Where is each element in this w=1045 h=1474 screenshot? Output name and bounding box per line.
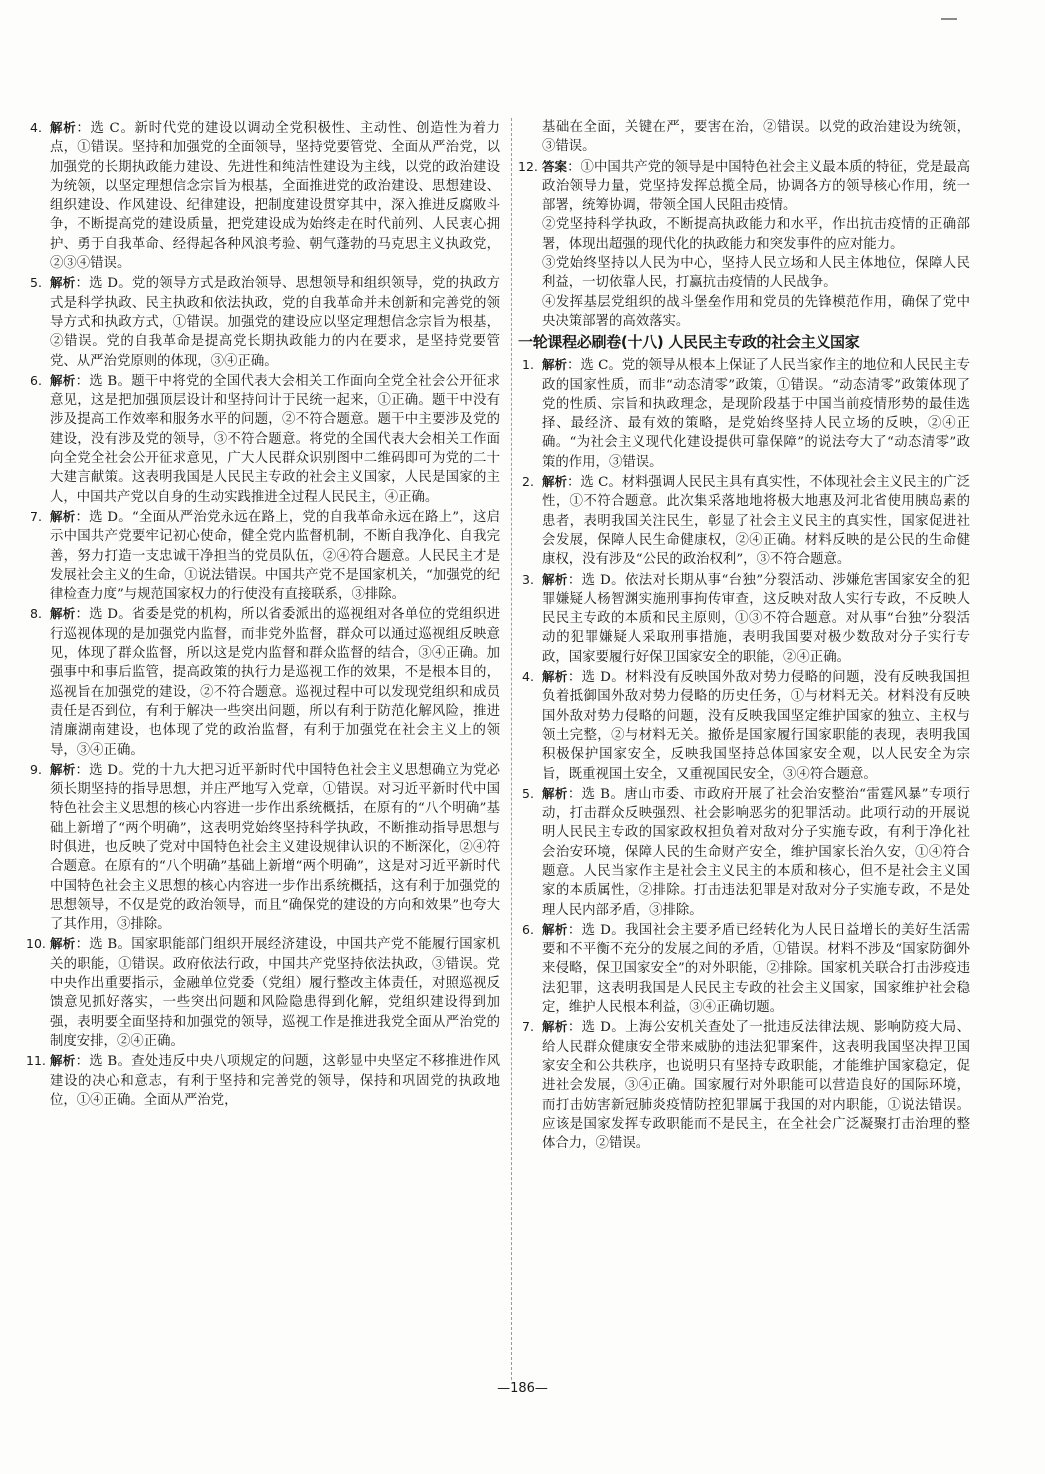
answer-item-6: 6. 解析：选 B。题干中将党的全国代表大会相关工作面向全党全社会公开征求意见，这是把加强顶层设计和坚持问计于民统一起来，①正确。题干中没有涉及提高工作效率和服务水平的问题，②不符合题意。题干中主要涉及党的建设，没有涉及党的领导，③不符合题意。将党的全国代表大会相关工作面向全党全社会公开征求意见，广大人民群众识别图中二维码即可为党的二十大建言献策。这表明我国是人民民主专政的社会主义国家，人民是国家的主人，中国共产党以自身的生动实践推进全过程人民民主，④正确。 [30, 372, 500, 505]
answer-item-11-continued: 基础在全面，关键在严，要害在治，②错误。以党的政治建设为统领，③错误。 [542, 120, 970, 155]
section-answer-item-4: 4. 解析：选 D。材料没有反映国外敌对势力侵略的问题，没有反映我国担负着抵御国外敌对势力侵略的历史任务，①与材料无关。材料没有反映国外敌对势力侵略的问题，没有反映我国坚定维护国家的独立、主权与领土完整，②与材料无关。撤侨是国家履行国家职能的表现，表明我国积极保护国家安全，反映我国坚持总体国家安全观，以人民安全为宗旨，既重视国土安全，又重视国民安全，③④符合题意。 [522, 669, 970, 782]
answer-item-11: 11. 解析：选 B。查处违反中央八项规定的问题，这彰显中央坚定不移推进作风建设的决心和意志，有利于坚持和完善党的领导，保持和巩固党的执政地位，①④正确。全面从严治党， [26, 1053, 500, 1108]
answer-12-point-3: ③党始终坚持以人民为中心，坚持人民立场和人民主体地位，保障人民利益，一切依靠人民，打赢抗击疫情的人民战争。 [542, 256, 970, 291]
answer-item-4: 4. 解析：选 C。新时代党的建设以调动全党积极性、主动性、创造性为着力点，①错误。坚持和加强党的全面领导，坚持党要管党、全面从严治党，以加强党的长期执政能力建设、先进性和纯洁性建设为主线，以党的政治建设为统领，以坚定理想信念宗旨为根基，全面推进党的政治建设、思想建设、组织建设、作风建设、纪律建设，把制度建设贯穿其中，深入推进反腐败斗争，不断提高党的建设质量，把党建设成为始终走在时代前列、人民衷心拥护、勇于自我革命、经得起各种风浪考验、朝气蓬勃的马克思主义执政党，②③④错误。 [30, 120, 500, 272]
section-answer-item-7: 7. 解析：选 D。上海公安机关查处了一批违反法律法规、影响防疫大局、给人民群众健康安全带来威胁的违法犯罪案件，这表明我国坚决捍卫国家安全和公共秩序，也说明只有坚持专政职能，才能维护国家稳定，促进社会发展，③④正确。国家履行对外职能可以营造良好的国际环境，而打击妨害新冠肺炎疫情防控犯罪属于我国的对内职能，①说法错误。应该是国家发挥专政职能而不是民主，在全社会广泛凝聚打击治理的整体合力，②错误。 [522, 1019, 970, 1152]
answer-item-12: 12. 答案：①中国共产党的领导是中国特色社会主义最本质的特征，党是最高政治领导力量，党坚持发挥总揽全局，协调各方的领导核心作用，统一部署，统筹协调，带领全国人民阻击疫情。 ②党坚持科学执政，不断提高执政能力和水平，作出抗击疫情的正确部署，体现出超强的现代化的执政能力和突发事件的应对能力。 ③党始终坚持以人民为中心，坚持人民立场和人民主体地位，保障人民利益，一切依靠人民，打赢抗击疫情的人民战争。 ④发挥基层党组织的战斗堡垒作用和党员的先锋模范作用，确保了党中央决策部署的高效落实。 [522, 157, 970, 332]
answer-item-7: 7. 解析：选 D。“全面从严治党永远在路上，党的自我革命永远在路上”，这启示中国共产党要牢记初心使命，健全党内监督机制，不断自我净化、自我完善，努力打造一支忠诚干净担当的党员队伍，②④符合题意。人民民主才是发展社会主义的生命，①说法错误。中国共产党不是国家机关，“加强党的纪律检查力度”与规范国家权力的行使没有直接联系，③排除。 [30, 508, 500, 603]
section-answer-item-3: 3. 解析：选 D。依法对长期从事“台独”分裂活动、涉嫌危害国家安全的犯罪嫌疑人杨智渊实施刑事拘传审查，这反映对敌人实行专政，不反映人民民主专政的本质和民主原则，①③不符合题意。对从事“台独”分裂活动的犯罪嫌疑人采取刑事措施，表明我国要对极少数敌对分子实行专政，国家要履行好保卫国家安全的职能，②④正确。 [522, 571, 970, 665]
section-answer-item-5: 5. 解析：选 B。唐山市委、市政府开展了社会治安整治“雷霆风暴”专项行动，打击群众反映强烈、社会影响恶劣的犯罪活动。此项行动的开展说明人民民主专政的国家政权担负着对敌对分子实施专政，有利于净化社会治安环境，保障人民的生命财产安全，维护国家长治久安，①④符合题意。人民当家作主是社会主义民主的本质和核心，但不是社会主义国家的本质属性，②排除。打击违法犯罪是对敌对分子实施专政，不是处理人民内部矛盾，③排除。 [522, 785, 970, 918]
left-column [26, 118, 500, 1110]
answer-12-point-4: ④发挥基层党组织的战斗堡垒作用和党员的先锋模范作用，确保了党中央决策部署的高效落实。 [542, 294, 970, 329]
answer-item-8: 8. 解析：选 D。省委是党的机构，所以省委派出的巡视组对各单位的党组织进行巡视体现的是加强党内监督，而非党外监督，群众可以通过巡视组反映意见，体现了群众监督，所以这是党内监督和群众监督的结合，③④正确。加强事中和事后监管，提高政策的执行力是巡视工作的效果，不是根本目的，巡视旨在加强党的建设，②不符合题意。巡视过程中可以发现党组织和成员责任是否到位，有利于解决一些突出问题，所以有利于防范化解风险，推进清廉湖南建设，也体现了党的政治监督，有利于加强党在社会主义上的领导，③④正确。 [30, 606, 500, 758]
column-divider [511, 118, 512, 1380]
section-answer-item-6: 6. 解析：选 D。我国社会主要矛盾已经转化为人民日益增长的美好生活需要和不平衡不充分的发展之间的矛盾，①错误。材料不涉及“国家防御外来侵略，保卫国家安全”的对外职能，②排除。国家机关联合打击涉疫违法犯罪，这表明我国是人民民主专政的社会主义国家，国家维护社会稳定，维护人民根本利益，③④正确切题。 [522, 921, 970, 1016]
page-number: —186— [497, 1381, 548, 1396]
page-corner-mark [941, 18, 957, 20]
answer-item-9: 9. 解析：选 D。党的十九大把习近平新时代中国特色社会主义思想确立为党必须长期坚持的指导思想，并庄严地写入党章，①错误。对习近平新时代中国特色社会主义思想的核心内容进一步作出系统概括，在原有的“八个明确”基础上新增了“两个明确”，这表明党始终坚持科学执政，不断推动指导思想与时俱进，也反映了党对中国特色社会主义建设规律认识的不断深化，②④符合题意。在原有的“八个明确”基础上新增“两个明确”，这是对习近平新时代中国特色社会主义思想的核心内容进一步作出系统概括，这有利于加强党的思想领导，不仅是党的政治领导，而且“确保党的建设的方向和效果”也夸大了其作用，③排除。 [30, 761, 500, 933]
section-answer-item-2: 2. 解析：选 C。材料强调人民民主具有真实性，不体现社会主义民主的广泛性，①不符合题意。此次集采落地地将极大地惠及河北省使用胰岛素的患者，表明我国关注民生，彰显了社会主义民主的真实性，国家促进社会发展，保障人民生命健康权，②④正确。材料反映的是公民的生命健康权，没有涉及“公民的政治权利”，③不符合题意。 [522, 474, 970, 568]
answer-12-point-2: ②党坚持科学执政，不断提高执政能力和水平，作出抗击疫情的正确部署，体现出超强的现代化的执政能力和突发事件的应对能力。 [542, 217, 970, 252]
answer-item-10: 10. 解析：选 B。国家职能部门组织开展经济建设，中国共产党不能履行国家机关的职能，①错误。政府依法行政，中国共产党坚持依法执政，③错误。党中央作出重要指示，金融单位党委（党组）履行整改主体责任，对照巡视反馈意见抓好落实，一些突出问题和风险隐患得到化解，党组织建设得到加强，表明要全面坚持和加强党的领导，巡视工作是推进我党全面从严治党的制度安排，②④正确。 [26, 936, 500, 1049]
answer-item-5: 5. 解析：选 D。党的领导方式是政治领导、思想领导和组织领导，党的执政方式是科学执政、民主执政和依法执政，党的自我革命并未创新和完善党的领导方式和执政方式，①错误。加强党的建设应以坚定理想信念宗旨为根基，②错误。党的自我革命是提高党长期执政能力的内在要求，是坚持党要管党、从严治党原则的体现，③④正确。 [30, 275, 500, 369]
right-column [518, 118, 970, 1153]
section-title: 一轮课程必刷卷(十八) 人民民主专政的社会主义国家 [518, 333, 860, 352]
section-answer-item-1: 1. 解析：选 C。党的领导从根本上保证了人民当家作主的地位和人民民主专政的国家性质，而非“动态清零”政策，①错误。“动态清零”政策体现了党的性质、宗旨和执政理念，是现阶段基于中国当前疫情形势的最佳选择、最经济、最有效的策略，是党始终坚持人民立场的反映，②④正确。“为社会主义现代化建设提供可靠保障”的说法夸大了“动态清零”政策的作用，③错误。 [522, 357, 970, 470]
